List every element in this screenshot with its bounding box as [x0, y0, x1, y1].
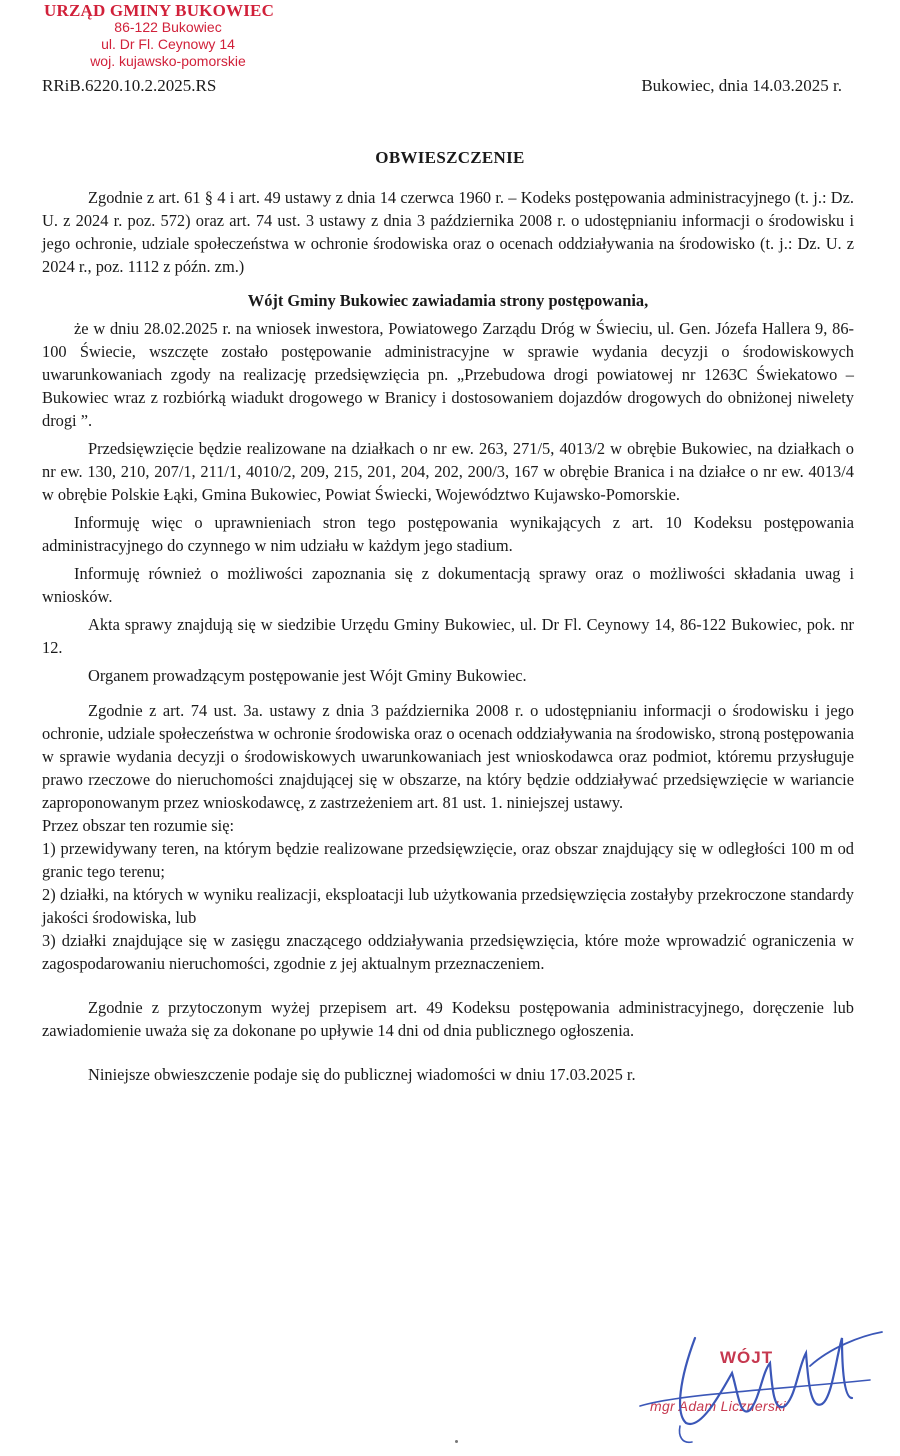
area-item-2: 2) działki, na których w wyniku realizacji, eksploatacji lub użytkowania przedsięwzięcia zostałyby przekroczone standardy jakości środowiska, lub	[42, 885, 854, 927]
documentation-paragraph: Informuję również o możliwości zapoznania się z dokumentacją sprawy oraz o możliwości składania uwag i wniosków.	[42, 564, 854, 606]
area-definition-intro: Przez obszar ten rozumie się:	[42, 816, 235, 835]
case-files-paragraph: Akta sprawy znajdują się w siedzibie Urzędu Gminy Bukowiec, ul. Dr Fl. Ceynowy 14, 86-122 Bukowiec, pok. nr 12.	[42, 615, 854, 657]
place-and-date: Bukowiec, dnia 14.03.2025 r.	[641, 76, 842, 95]
document-body	[42, 186, 854, 1086]
stamp-office-name: URZĄD GMINY BUKOWIEC	[44, 1, 275, 20]
plots-paragraph: Przedsięwzięcie będzie realizowane na działkach o nr ew. 263, 271/5, 4013/2 w obrębie Bukowiec, na działkach o nr ew. 130, 210, 207/1, 211/1, 4010/2, 209, 215, 201, 204, 202, 200/3, 167 w obrębie Branica i na działce o nr ew. 4013/4 w obrębie Polskie Łąki, Gmina Bukowiec, Powiat Świecki, Województwo Kujawsko-Pomorskie.	[42, 439, 854, 504]
publication-paragraph: Niniejsze obwieszczenie podaje się do publicznej wiadomości w dniu 17.03.2025 r.	[88, 1065, 636, 1084]
signature-stamp-name: mgr Adam Licznerski	[650, 1398, 786, 1414]
handwritten-signature	[620, 1318, 890, 1448]
parties-paragraph: Zgodnie z art. 74 ust. 3a. ustawy z dnia 3 października 2008 r. o udostępnianiu informacji o środowisku i jego ochronie, udziale społeczeństwa w ochronie środowiska oraz o ocenach oddziaływania na środowisko, stroną postępowania w sprawie wydania decyzji o środowiskowych uwarunkowaniach jest wnioskodawca oraz podmiot, któremu przysługuje prawo rzeczowe do nieruchomości znajdującej się w obszarze, na który będzie oddziaływać przedsięwzięcie w wariancie zaproponowanym przez wnioskodawcę, z zastrzeżeniem art. 81 ust. 1. niniejszej ustawy.	[42, 701, 854, 812]
signature-stamp-role: WÓJT	[720, 1348, 774, 1367]
proceeding-initiation-paragraph: że w dniu 28.02.2025 r. na wniosek inwestora, Powiatowego Zarządu Dróg w Świeciu, ul. Gen. Józefa Hallera 9, 86-100 Świecie, wszczęte zostało postępowanie administracyjne w sprawie wydania decyzji o środowiskowych uwarunkowaniach zgody na realizację przedsięwzięcia pn. „Przebudowa drogi powiatowej nr 1263C Świekatowo – Bukowiec wraz z rozbiórką wiadukt drogowego w Branicy i dostosowaniem dojazdów drogowych do obniżonej niwelety drogi ”.	[42, 319, 854, 430]
stamp-voivodeship: woj. kujawsko-pomorskie	[90, 53, 246, 69]
case-reference: RRiB.6220.10.2.2025.RS	[42, 76, 217, 95]
signature-block	[620, 1318, 890, 1448]
stamp-street: ul. Dr Fl. Ceynowy 14	[101, 36, 235, 52]
area-item-1: 1) przewidywany teren, na którym będzie realizowane przedsięwzięcie, oraz obszar znajdujący się w odległości 100 m od granic tego terenu;	[42, 839, 854, 881]
notice-heading: Wójt Gminy Bukowiec zawiadamia strony postępowania,	[247, 291, 649, 310]
stamp-postal-code: 86-122 Bukowiec	[114, 19, 222, 35]
rights-paragraph: Informuję więc o uprawnieniach stron tego postępowania wynikających z art. 10 Kodeksu postępowania administracyjnego do czynnego w nim udziału w każdym jego stadium.	[42, 513, 854, 555]
document-title: OBWIESZCZENIE	[375, 148, 525, 167]
delivery-paragraph: Zgodnie z przytoczonym wyżej przepisem art. 49 Kodeksu postępowania administracyjnego, doręczenie lub zawiadomienie uważa się za dokonane po upływie 14 dni od dnia publicznego ogłoszenia.	[42, 998, 854, 1040]
legal-basis-paragraph: Zgodnie z art. 61 § 4 i art. 49 ustawy z dnia 14 czerwca 1960 r. – Kodeks postępowania administracyjnego (t. j.: Dz. U. z 2024 r. poz. 572) oraz art. 74 ust. 3 ustawy z dnia 3 października 2008 r. o udostępnianiu informacji o środowisku i jego ochronie, udziale społeczeństwa w ochronie środowiska oraz o ocenach oddziaływania na środowisko (t. j.: Dz. U. z 2024 r., poz. 1112 z późn. zm.)	[42, 188, 854, 276]
office-stamp	[38, 2, 298, 70]
area-item-3: 3) działki znajdujące się w zasięgu znaczącego oddziaływania przedsięwzięcia, które może wprowadzić ograniczenia w zagospodarowaniu nieruchomości, zgodnie z jej aktualnym przeznaczeniem.	[42, 931, 854, 973]
authority-paragraph: Organem prowadzącym postępowanie jest Wójt Gminy Bukowiec.	[88, 666, 527, 685]
scan-speck	[455, 1440, 458, 1443]
